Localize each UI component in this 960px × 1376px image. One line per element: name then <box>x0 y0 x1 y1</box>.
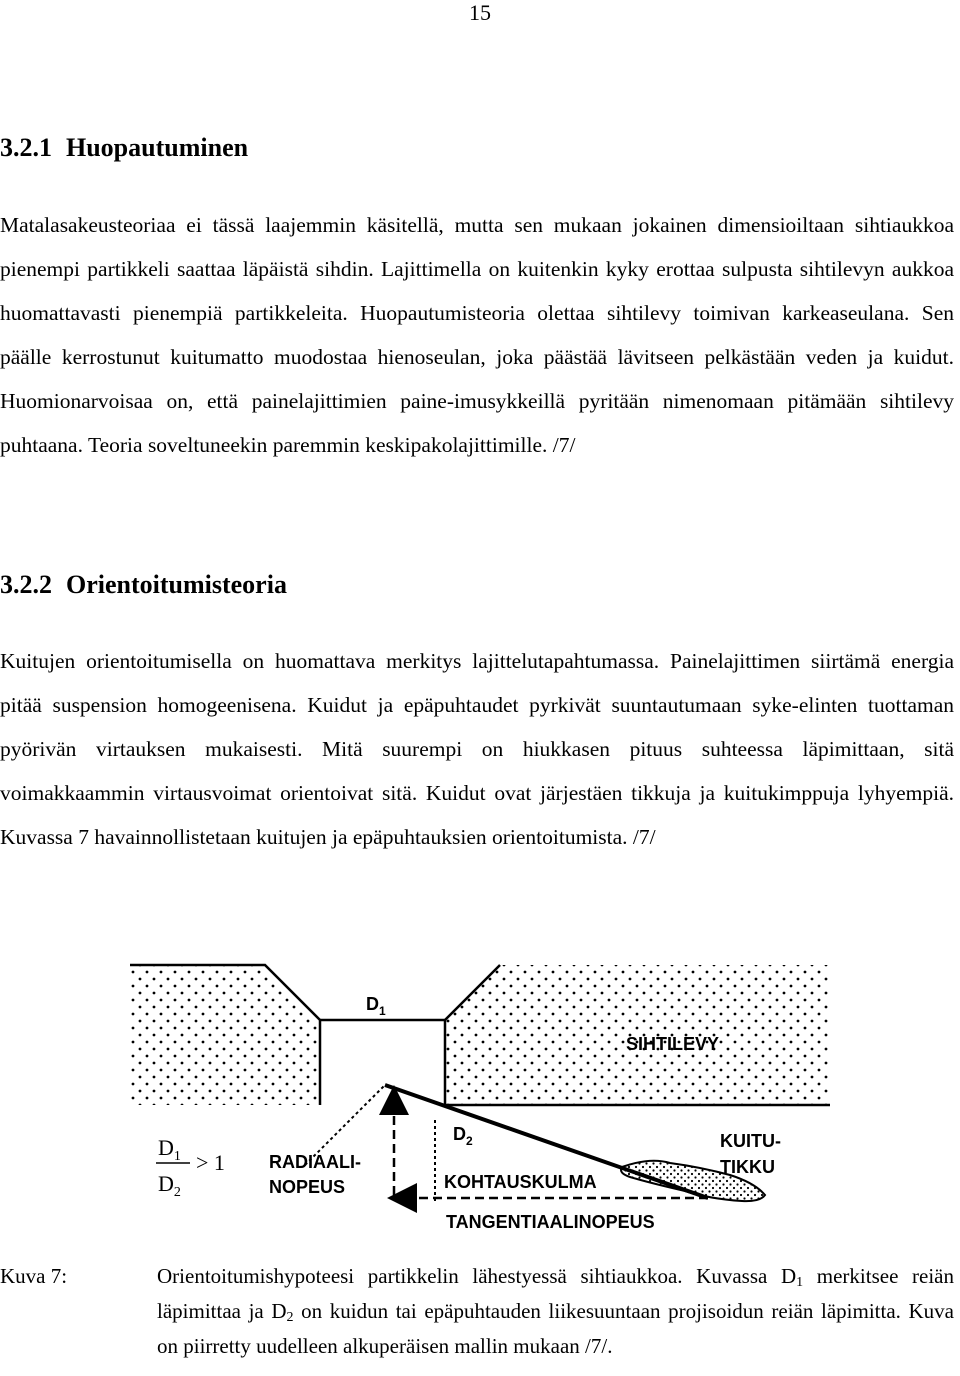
figure-svg <box>130 955 830 1245</box>
caption-part-1: Orientoitumishypoteesi partikkelin lähestyessä sihtiaukkoa. Kuvassa D <box>157 1264 797 1288</box>
ratio-expression <box>156 1135 225 1200</box>
figure-orientation-diagram <box>130 955 830 1245</box>
section-number: 3.2.1 <box>0 133 52 162</box>
section-number: 3.2.2 <box>0 570 52 599</box>
page-number: 15 <box>469 0 491 25</box>
paragraph-orientoitumisteoria: Kuitujen orientoitumisella on huomattava merkitys lajittelutapahtumassa. Painelajittimen siirtämä energia pitää suspension homogeenisena. Kuidut ja epäpuhtaudet pyrkivät suuntautumaan syke-elinten tuottaman pyörivän virtauksen mukaisesti. Mitä suurempi on hiukkasen pituus suhteessa läpimittaan, sitä voimakkaammin virtausvoimat orientoivat sitä. Kuidut ovat järjestäen tikkuja ja kuitukimppuja lyhyempiä. Kuvassa 7 havainnollistetaan kuitujen ja epäpuhtauksien orientoitumista. /7/ <box>0 649 954 849</box>
section-heading-3-2-2 <box>0 570 287 600</box>
figure-caption-label: Kuva 7: <box>0 1264 68 1288</box>
sihtilevy-label: SIHTILEVY <box>626 1034 720 1054</box>
paragraph-huopautuminen: Matalasakeusteoriaa ei tässä laajemmin käsitellä, mutta sen mukaan jokainen dimensioiltaan sihtiaukkoa pienempi partikkeli saattaa läpäistä sihdin. Lajittimella on kuitenkin kyky erottaa sulpusta sihtilevyn aukkoa huomattavasti pienempiä partikkeleita. Huopautumisteoria olettaa sihtilevy toimivan karkeaseulana. Sen päälle kerrostunut kuitumatto muodostaa hienoseulan, joka päästää lävitseen pelkästään veden ja kuidut. Huomionarvoisaa on, että painelajittimien paine-imusykkeillä pyritään nimenomaan pitämään sihtilevy puhtaana. Teoria soveltuneekin paremmin keskipakolajittimille. /7/ <box>0 213 954 457</box>
kohtauskulma-label: KOHTAUSKULMA <box>444 1172 597 1192</box>
ratio-numerator: $D_1$ <box>158 1135 181 1164</box>
tangentiaalinopeus-label: TANGENTIAALINOPEUS <box>446 1212 655 1232</box>
ratio-denominator: $D_2$ <box>158 1171 181 1200</box>
caption-sub-1: 1 <box>796 1275 804 1290</box>
section-title: Huopautuminen <box>66 133 249 162</box>
d2-label: $D_2$ <box>453 1124 473 1148</box>
section-title: Orientoitumisteoria <box>66 570 287 599</box>
radiaalinopeus-label-1: RADIAALI- <box>269 1152 361 1172</box>
kuitutikku-label-1: KUITU- <box>720 1131 781 1151</box>
radiaalinopeus-label-2: NOPEUS <box>269 1177 346 1197</box>
screen-plate-left <box>130 965 320 1105</box>
caption-part-3: on kuidun tai epäpuhtauden liikesuuntaan projisoidun reiän läpimitta. Kuva on piirretty uudelleen alkuperäisen mallin mukaan /7/. <box>157 1299 955 1358</box>
caption-sub-2: 2 <box>286 1310 294 1325</box>
d1-label: $D_1$ <box>366 994 386 1018</box>
figure-caption-text <box>157 1262 954 1361</box>
section-heading-3-2-1 <box>0 133 248 163</box>
caption-part-2: merkitsee reiän läpimittaa ja D <box>157 1264 955 1323</box>
kuitutikku-label-2: TIKKU <box>720 1157 775 1177</box>
ratio-operator: > 1 <box>196 1150 225 1175</box>
